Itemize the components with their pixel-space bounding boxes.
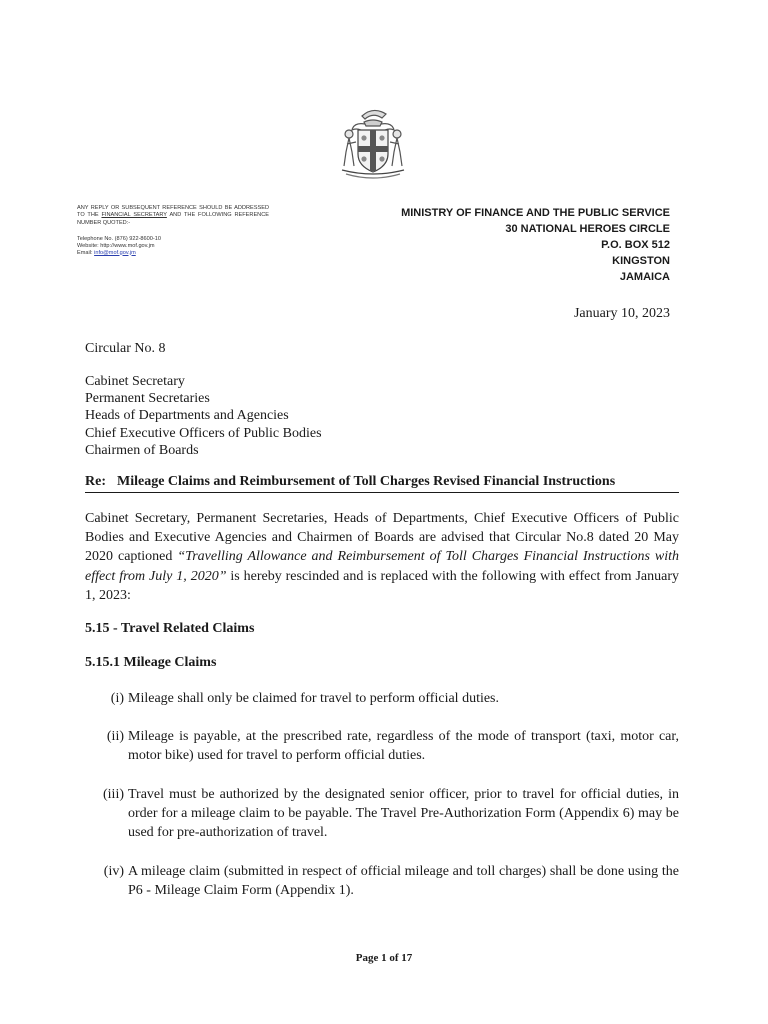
section-heading: 5.15 - Travel Related Claims [85,621,255,636]
email-label: Email: [77,249,93,256]
website-line: Website: http://www.mof.gov.jm [77,242,155,249]
recipients-list [85,373,322,459]
address-line-country: JAMAICA [619,271,670,283]
list-item-number: (ii) [106,729,124,744]
coat-of-arms-icon [334,104,412,184]
reference-note-start: ANY REPLY OR SUBSEQUENT REFERENCE SHOULD BE ADDRESSED TO THE [77,205,269,219]
reference-note-end: AND THE FOLLOWING REFERENCE NUMBER QUOTED:- [77,212,269,226]
email-line [77,250,277,257]
list-item-text: Mileage is payable, at the prescribed rate, regardless of the mode of transport (taxi, motor car, motor bike) used for travel to perform official duties. [128,729,679,763]
page-number: Page 1 of 17 [355,952,413,964]
list-item [85,727,679,765]
reference-note-underlined: FINANCIAL SECRETARY [101,212,167,219]
list-item-number: (iii) [103,787,124,802]
intro-caption: “Travelling Allowance and Reimbursement of Toll Charges Financial Instructions with effect from July 1, 2020” [85,549,680,584]
address-line-ministry: MINISTRY OF FINANCE AND THE PUBLIC SERVICE [401,207,670,219]
recipient-item: Permanent Secretaries [85,391,210,407]
list-item-text: Travel must be authorized by the designated senior officer, prior to travel for official duties, in order for a mileage claim to be payable. The Travel Pre-Authorization Form (Appendix 6) may be used for pre-authorization of travel. [128,787,679,840]
letter-date: January 10, 2023 [573,306,670,321]
address-line-street: 30 NATIONAL HEROES CIRCLE [505,223,670,235]
recipient-item: Chief Executive Officers of Public Bodies [85,425,322,441]
subsection-heading: 5.15.1 Mileage Claims [85,655,217,670]
list-item [85,689,679,708]
list-item-number: (iv) [103,864,124,879]
email-link[interactable]: info@mof.gov.jm [94,249,136,256]
intro-after: is hereby rescinded and is replaced with the following with effect from January 1, 2023: [85,568,679,603]
list-item [85,862,679,900]
intro-before: Cabinet Secretary, Permanent Secretaries, Heads of Departments, Chief Executive Officers of Public Bodies and Executive Agencies and Chairmen of Boards are advised that Circular No.8 dated 20 May 2020 captioned [85,511,679,565]
list-item-text: A mileage claim (submitted in respect of official mileage and toll charges) shall be done using the P6 - Mileage Claim Form (Appendix 1). [128,864,679,898]
subject-text: Mileage Claims and Reimbursement of Toll Charges Revised Financial Instructions [117,474,616,489]
ministry-address [330,205,670,285]
reference-contact [77,236,277,256]
intro-paragraph [85,509,679,605]
list-item [85,785,679,842]
telephone-line: Telephone No. (876) 922-8600-10 [77,236,161,242]
subject-prefix: Re: [85,474,106,489]
list-item-number: (i) [110,691,124,706]
recipient-item: Chairmen of Boards [85,442,199,458]
address-line-city: KINGSTON [612,255,670,267]
recipient-item: Cabinet Secretary [85,374,185,389]
list-item-text: Mileage shall only be claimed for travel to perform official duties. [128,691,500,706]
circular-number: Circular No. 8 [85,341,166,356]
address-line-pobox: P.O. BOX 512 [601,239,670,251]
recipient-item: Heads of Departments and Agencies [85,408,289,424]
subject-line [85,474,679,493]
reference-note [77,205,269,227]
